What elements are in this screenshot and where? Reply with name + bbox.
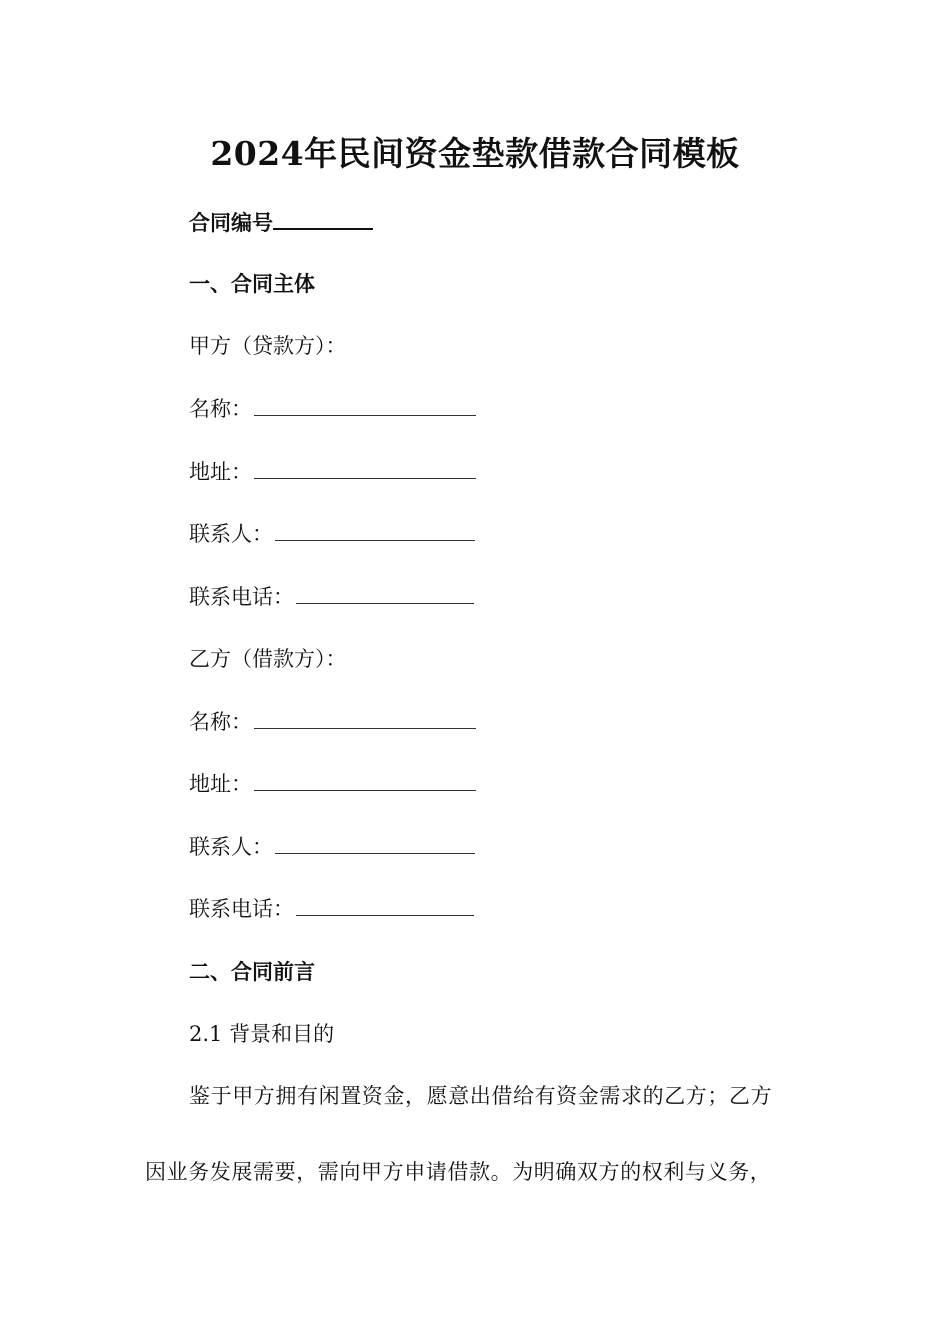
party-b-address-line [189, 770, 476, 798]
party-b-name-label: 名称： [189, 710, 252, 734]
party-a-contact-line [189, 520, 475, 548]
party-b-phone-line [189, 895, 474, 923]
party-a-phone-label: 联系电话： [189, 585, 294, 609]
section-2-heading: 二、合同前言 [189, 959, 315, 984]
section-1-heading: 一、合同主体 [189, 271, 315, 296]
party-a-phone-line [189, 583, 474, 611]
party-a-address-blank[interactable] [254, 458, 476, 479]
party-b-heading: 乙方（借款方）： [189, 647, 347, 671]
contract-number-line [189, 206, 373, 237]
party-a-heading: 甲方（贷款方）： [189, 334, 347, 358]
party-b-contact-line [189, 833, 475, 861]
party-b-name-line [189, 708, 476, 736]
party-b-address-blank[interactable] [254, 770, 476, 791]
party-a-name-line [189, 395, 476, 423]
party-b-address-label: 地址： [189, 772, 252, 796]
party-b-contact-blank[interactable] [275, 833, 475, 854]
contract-number-blank[interactable] [273, 206, 373, 230]
document-title: 2024年民间资金垫款借款合同模板 [210, 134, 740, 173]
party-b-phone-blank[interactable] [296, 895, 474, 916]
party-a-name-label: 名称： [189, 397, 252, 421]
paragraph-line-2: 因业务发展需要，需向甲方申请借款。为明确双方的权利与义务， [145, 1160, 772, 1184]
party-a-address-line [189, 458, 476, 486]
party-a-phone-blank[interactable] [296, 583, 474, 604]
contract-number-label: 合同编号 [189, 210, 273, 235]
party-b-phone-label: 联系电话： [189, 897, 294, 921]
party-a-contact-label: 联系人： [189, 522, 273, 546]
paragraph-line-1: 鉴于甲方拥有闲置资金，愿意出借给有资金需求的乙方；乙方 [189, 1084, 773, 1108]
party-a-address-label: 地址： [189, 460, 252, 484]
party-b-name-blank[interactable] [254, 708, 476, 729]
party-a-contact-blank[interactable] [275, 520, 475, 541]
party-a-name-blank[interactable] [254, 395, 476, 416]
party-b-contact-label: 联系人： [189, 835, 273, 859]
subsection-2-1-heading: 2.1 背景和目的 [189, 1022, 335, 1046]
